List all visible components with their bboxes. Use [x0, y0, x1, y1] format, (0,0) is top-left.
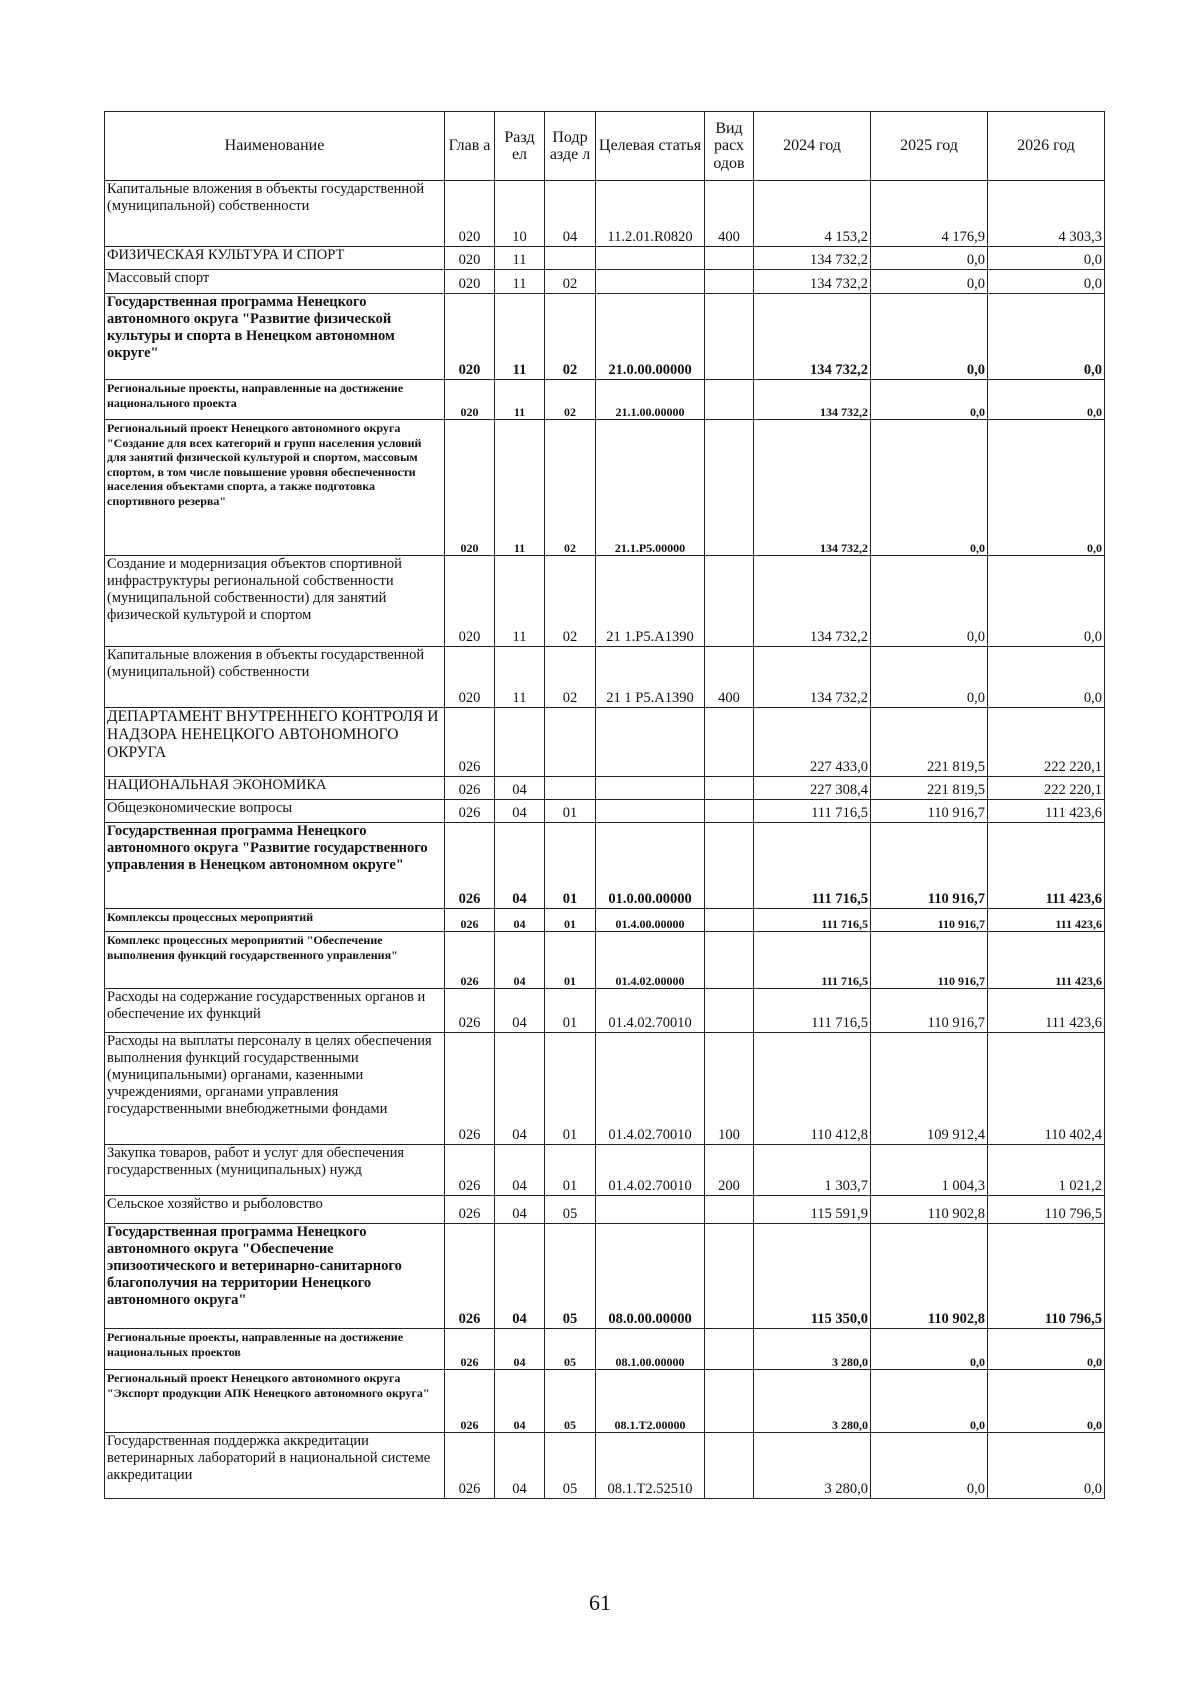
cell-podrazdel: 01: [545, 823, 596, 909]
cell-vid-rashodov: [705, 932, 754, 989]
cell-2026: 222 220,1: [988, 708, 1105, 777]
cell-2024: 134 732,2: [754, 420, 871, 556]
cell-name: ДЕПАРТАМЕНТ ВНУТРЕННЕГО КОНТРОЛЯ И НАДЗОРА НЕНЕЦКОГО АВТОНОМНОГО ОКРУГА: [105, 708, 445, 777]
cell-2024: 1 303,7: [754, 1145, 871, 1196]
cell-podrazdel: 01: [545, 1145, 596, 1196]
table-row: [105, 380, 1105, 420]
cell-name: Государственная поддержка аккредитации ветеринарных лабораторий в национальной системе аккредитации: [105, 1433, 445, 1499]
cell-2024: 111 716,5: [754, 800, 871, 823]
cell-2024: 134 732,2: [754, 647, 871, 708]
cell-razdel: 11: [495, 380, 545, 420]
cell-name: Капитальные вложения в объекты государственной (муниципальной) собственности: [105, 647, 445, 708]
cell-razdel: 04: [495, 1224, 545, 1329]
cell-razdel: 04: [495, 989, 545, 1033]
cell-celevaya-statya: 21 1 P5.A1390: [596, 647, 705, 708]
table-row: [105, 800, 1105, 823]
cell-vid-rashodov: [705, 270, 754, 294]
cell-2024: 115 350,0: [754, 1224, 871, 1329]
cell-glava: 020: [445, 380, 495, 420]
cell-celevaya-statya: 01.4.02.00000: [596, 932, 705, 989]
cell-celevaya-statya: [596, 247, 705, 270]
cell-celevaya-statya: 21.1.P5.00000: [596, 420, 705, 556]
table-row: [105, 270, 1105, 294]
cell-2025: 110 916,7: [871, 823, 988, 909]
cell-2025: 0,0: [871, 1433, 988, 1499]
cell-glava: 020: [445, 247, 495, 270]
cell-name: Комплексы процессных мероприятий: [105, 909, 445, 932]
cell-podrazdel: 01: [545, 800, 596, 823]
cell-2024: 3 280,0: [754, 1329, 871, 1370]
table-header-row: [105, 112, 1105, 181]
cell-2024: 134 732,2: [754, 270, 871, 294]
cell-vid-rashodov: [705, 800, 754, 823]
cell-celevaya-statya: 21.0.00.00000: [596, 294, 705, 380]
cell-glava: 026: [445, 1196, 495, 1224]
cell-2025: 0,0: [871, 294, 988, 380]
cell-celevaya-statya: 08.0.00.00000: [596, 1224, 705, 1329]
cell-celevaya-statya: 08.1.T2.00000: [596, 1370, 705, 1433]
cell-name: Региональные проекты, направленные на достижение национальных проектов: [105, 1329, 445, 1370]
cell-name: Общеэкономические вопросы: [105, 800, 445, 823]
cell-2024: 111 716,5: [754, 932, 871, 989]
cell-2026: 0,0: [988, 270, 1105, 294]
cell-glava: 026: [445, 1145, 495, 1196]
cell-vid-rashodov: [705, 989, 754, 1033]
cell-glava: 026: [445, 1370, 495, 1433]
cell-podrazdel: 05: [545, 1329, 596, 1370]
cell-celevaya-statya: 21.1.00.00000: [596, 380, 705, 420]
cell-2025: 0,0: [871, 556, 988, 647]
cell-2026: 0,0: [988, 647, 1105, 708]
cell-2025: 1 004,3: [871, 1145, 988, 1196]
cell-2026: 4 303,3: [988, 181, 1105, 247]
cell-2026: 111 423,6: [988, 989, 1105, 1033]
table-row: [105, 1196, 1105, 1224]
cell-2024: 110 412,8: [754, 1033, 871, 1145]
cell-podrazdel: 02: [545, 380, 596, 420]
table-row: [105, 1370, 1105, 1433]
cell-podrazdel: 01: [545, 1033, 596, 1145]
cell-2024: 134 732,2: [754, 380, 871, 420]
cell-vid-rashodov: [705, 556, 754, 647]
table-row: [105, 556, 1105, 647]
cell-glava: 026: [445, 708, 495, 777]
cell-name: Региональные проекты, направленные на достижение национального проекта: [105, 380, 445, 420]
table-row: [105, 1224, 1105, 1329]
cell-2026: 0,0: [988, 556, 1105, 647]
cell-name: ФИЗИЧЕСКАЯ КУЛЬТУРА И СПОРТ: [105, 247, 445, 270]
cell-2025: 110 902,8: [871, 1224, 988, 1329]
cell-razdel: 11: [495, 294, 545, 380]
cell-2026: 110 402,4: [988, 1033, 1105, 1145]
cell-2024: 227 308,4: [754, 777, 871, 800]
cell-2024: 134 732,2: [754, 247, 871, 270]
cell-razdel: 04: [495, 932, 545, 989]
cell-vid-rashodov: 100: [705, 1033, 754, 1145]
cell-vid-rashodov: [705, 1433, 754, 1499]
cell-name: Создание и модернизация объектов спортивной инфраструктуры региональной собственности (муниципальной собственности) для занятий физической культурой и спортом: [105, 556, 445, 647]
cell-vid-rashodov: [705, 777, 754, 800]
cell-2025: 110 916,7: [871, 909, 988, 932]
cell-2024: 111 716,5: [754, 823, 871, 909]
cell-name: Массовый спорт: [105, 270, 445, 294]
cell-vid-rashodov: [705, 1224, 754, 1329]
cell-razdel: 11: [495, 420, 545, 556]
table-row: [105, 647, 1105, 708]
cell-name: Региональный проект Ненецкого автономного округа "Экспорт продукции АПК Ненецкого автономного округа": [105, 1370, 445, 1433]
cell-vid-rashodov: [705, 1196, 754, 1224]
cell-2026: 111 423,6: [988, 800, 1105, 823]
cell-vid-rashodov: [705, 708, 754, 777]
cell-vid-rashodov: [705, 909, 754, 932]
header-2026: 2026 год: [988, 112, 1105, 181]
cell-celevaya-statya: [596, 800, 705, 823]
cell-2026: 111 423,6: [988, 823, 1105, 909]
cell-name: Государственная программа Ненецкого автономного округа "Развитие физической культуры и спорта в Ненецком автономном округе": [105, 294, 445, 380]
header-2025: 2025 год: [871, 112, 988, 181]
cell-glava: 026: [445, 800, 495, 823]
cell-razdel: 04: [495, 1433, 545, 1499]
page-number: 61: [589, 1590, 611, 1615]
cell-celevaya-statya: [596, 708, 705, 777]
cell-name: Расходы на содержание государственных органов и обеспечение их функций: [105, 989, 445, 1033]
cell-2025: 110 916,7: [871, 800, 988, 823]
cell-glava: 026: [445, 1433, 495, 1499]
cell-glava: 020: [445, 556, 495, 647]
cell-name: НАЦИОНАЛЬНАЯ ЭКОНОМИКА: [105, 777, 445, 800]
header-glava: Глав а: [445, 112, 495, 181]
cell-celevaya-statya: 01.0.00.00000: [596, 823, 705, 909]
cell-glava: 020: [445, 181, 495, 247]
cell-2026: 0,0: [988, 1370, 1105, 1433]
cell-razdel: 04: [495, 1033, 545, 1145]
cell-glava: 020: [445, 294, 495, 380]
cell-2026: 0,0: [988, 294, 1105, 380]
cell-razdel: 04: [495, 1196, 545, 1224]
cell-name: Закупка товаров, работ и услуг для обеспечения государственных (муниципальных) нужд: [105, 1145, 445, 1196]
cell-2024: 134 732,2: [754, 294, 871, 380]
cell-vid-rashodov: 200: [705, 1145, 754, 1196]
cell-glava: 026: [445, 1224, 495, 1329]
cell-glava: 026: [445, 1329, 495, 1370]
cell-podrazdel: [545, 708, 596, 777]
table-row: [105, 1145, 1105, 1196]
cell-vid-rashodov: 400: [705, 647, 754, 708]
cell-podrazdel: [545, 247, 596, 270]
cell-podrazdel: 05: [545, 1433, 596, 1499]
cell-2026: 110 796,5: [988, 1196, 1105, 1224]
header-name: Наименование: [105, 112, 445, 181]
cell-2026: 0,0: [988, 420, 1105, 556]
cell-2026: 1 021,2: [988, 1145, 1105, 1196]
cell-vid-rashodov: [705, 294, 754, 380]
cell-razdel: 11: [495, 270, 545, 294]
cell-glava: 026: [445, 989, 495, 1033]
table-row: [105, 989, 1105, 1033]
cell-razdel: 04: [495, 823, 545, 909]
cell-vid-rashodov: [705, 380, 754, 420]
cell-podrazdel: 02: [545, 270, 596, 294]
cell-celevaya-statya: 08.1.00.00000: [596, 1329, 705, 1370]
cell-2026: 111 423,6: [988, 909, 1105, 932]
cell-razdel: [495, 708, 545, 777]
cell-podrazdel: 04: [545, 181, 596, 247]
cell-glava: 020: [445, 420, 495, 556]
cell-2025: 221 819,5: [871, 777, 988, 800]
cell-celevaya-statya: 01.4.00.00000: [596, 909, 705, 932]
cell-razdel: 04: [495, 909, 545, 932]
cell-podrazdel: 01: [545, 932, 596, 989]
table-row: [105, 1033, 1105, 1145]
cell-2025: 4 176,9: [871, 181, 988, 247]
table-row: [105, 823, 1105, 909]
cell-2025: 0,0: [871, 420, 988, 556]
cell-name: Расходы на выплаты персоналу в целях обеспечения выполнения функций государственными (муниципальными) органами, казенными учреждениями, органами управления государственными внебюджетными фондами: [105, 1033, 445, 1145]
cell-name: Государственная программа Ненецкого автономного округа "Развитие государственного управления в Ненецком автономном округе": [105, 823, 445, 909]
cell-2025: 221 819,5: [871, 708, 988, 777]
cell-celevaya-statya: 11.2.01.R0820: [596, 181, 705, 247]
cell-podrazdel: [545, 777, 596, 800]
cell-celevaya-statya: 01.4.02.70010: [596, 989, 705, 1033]
cell-2026: 110 796,5: [988, 1224, 1105, 1329]
cell-razdel: 11: [495, 247, 545, 270]
cell-podrazdel: 01: [545, 989, 596, 1033]
cell-razdel: 11: [495, 556, 545, 647]
cell-glava: 026: [445, 823, 495, 909]
cell-vid-rashodov: [705, 420, 754, 556]
cell-celevaya-statya: 01.4.02.70010: [596, 1145, 705, 1196]
cell-2026: 111 423,6: [988, 932, 1105, 989]
cell-glava: 026: [445, 909, 495, 932]
table-row: [105, 909, 1105, 932]
cell-podrazdel: 02: [545, 294, 596, 380]
cell-name: Региональный проект Ненецкого автономного округа "Создание для всех категорий и групп населения условий для занятий физической культурой и спортом, массовым спортом, в том числе повышение уровня обеспеченности населения объектами спорта, а также подготовка спортивного резерва": [105, 420, 445, 556]
cell-2025: 0,0: [871, 1329, 988, 1370]
cell-podrazdel: 01: [545, 909, 596, 932]
cell-celevaya-statya: [596, 270, 705, 294]
cell-vid-rashodov: [705, 1370, 754, 1433]
table-row: [105, 708, 1105, 777]
cell-podrazdel: 05: [545, 1370, 596, 1433]
cell-razdel: 10: [495, 181, 545, 247]
table-row: [105, 777, 1105, 800]
cell-2024: 111 716,5: [754, 909, 871, 932]
cell-2025: 110 916,7: [871, 932, 988, 989]
table-row: [105, 1329, 1105, 1370]
cell-name: Сельское хозяйство и рыболовство: [105, 1196, 445, 1224]
table-row: [105, 420, 1105, 556]
cell-glava: 026: [445, 777, 495, 800]
cell-2025: 0,0: [871, 247, 988, 270]
cell-glava: 026: [445, 1033, 495, 1145]
table-row: [105, 932, 1105, 989]
cell-podrazdel: 02: [545, 420, 596, 556]
cell-podrazdel: 02: [545, 647, 596, 708]
header-podrazdel: Подр азде л: [545, 112, 596, 181]
cell-razdel: 04: [495, 777, 545, 800]
cell-2024: 227 433,0: [754, 708, 871, 777]
cell-2024: 134 732,2: [754, 556, 871, 647]
cell-2025: 0,0: [871, 380, 988, 420]
cell-razdel: 04: [495, 1329, 545, 1370]
cell-2024: 115 591,9: [754, 1196, 871, 1224]
cell-vid-rashodov: 400: [705, 181, 754, 247]
cell-2025: 0,0: [871, 270, 988, 294]
cell-razdel: 11: [495, 647, 545, 708]
cell-name: Капитальные вложения в объекты государственной (муниципальной) собственности: [105, 181, 445, 247]
cell-glava: 026: [445, 932, 495, 989]
table-row: [105, 247, 1105, 270]
cell-name: Государственная программа Ненецкого автономного округа "Обеспечение эпизоотического и ветеринарно-санитарного благополучия на территории Ненецкого автономного округа": [105, 1224, 445, 1329]
cell-podrazdel: 05: [545, 1224, 596, 1329]
table-row: [105, 1433, 1105, 1499]
cell-vid-rashodov: [705, 823, 754, 909]
cell-glava: 020: [445, 270, 495, 294]
table-row: [105, 294, 1105, 380]
header-vid-rashodov: Вид расх одов: [705, 112, 754, 181]
cell-2025: 110 902,8: [871, 1196, 988, 1224]
cell-celevaya-statya: [596, 1196, 705, 1224]
cell-2025: 0,0: [871, 1370, 988, 1433]
cell-2025: 109 912,4: [871, 1033, 988, 1145]
cell-2024: 4 153,2: [754, 181, 871, 247]
cell-2024: 3 280,0: [754, 1370, 871, 1433]
cell-glava: 020: [445, 647, 495, 708]
budget-table: [104, 111, 1105, 1499]
cell-2026: 0,0: [988, 247, 1105, 270]
cell-celevaya-statya: 08.1.T2.52510: [596, 1433, 705, 1499]
cell-razdel: 04: [495, 800, 545, 823]
cell-2026: 0,0: [988, 1329, 1105, 1370]
cell-2024: 3 280,0: [754, 1433, 871, 1499]
header-razdel: Разд ел: [495, 112, 545, 181]
cell-podrazdel: 02: [545, 556, 596, 647]
cell-vid-rashodov: [705, 1329, 754, 1370]
cell-2026: 0,0: [988, 380, 1105, 420]
cell-vid-rashodov: [705, 247, 754, 270]
cell-razdel: 04: [495, 1145, 545, 1196]
cell-2025: 0,0: [871, 647, 988, 708]
cell-celevaya-statya: 21 1.P5.A1390: [596, 556, 705, 647]
cell-2024: 111 716,5: [754, 989, 871, 1033]
table-row: [105, 181, 1105, 247]
cell-name: Комплекс процессных мероприятий "Обеспечение выполнения функций государственного управления": [105, 932, 445, 989]
cell-celevaya-statya: [596, 777, 705, 800]
cell-celevaya-statya: 01.4.02.70010: [596, 1033, 705, 1145]
cell-razdel: 04: [495, 1370, 545, 1433]
cell-2026: 222 220,1: [988, 777, 1105, 800]
header-celevaya-statya: Целевая статья: [596, 112, 705, 181]
header-2024: 2024 год: [754, 112, 871, 181]
cell-2026: 0,0: [988, 1433, 1105, 1499]
cell-2025: 110 916,7: [871, 989, 988, 1033]
cell-podrazdel: 05: [545, 1196, 596, 1224]
